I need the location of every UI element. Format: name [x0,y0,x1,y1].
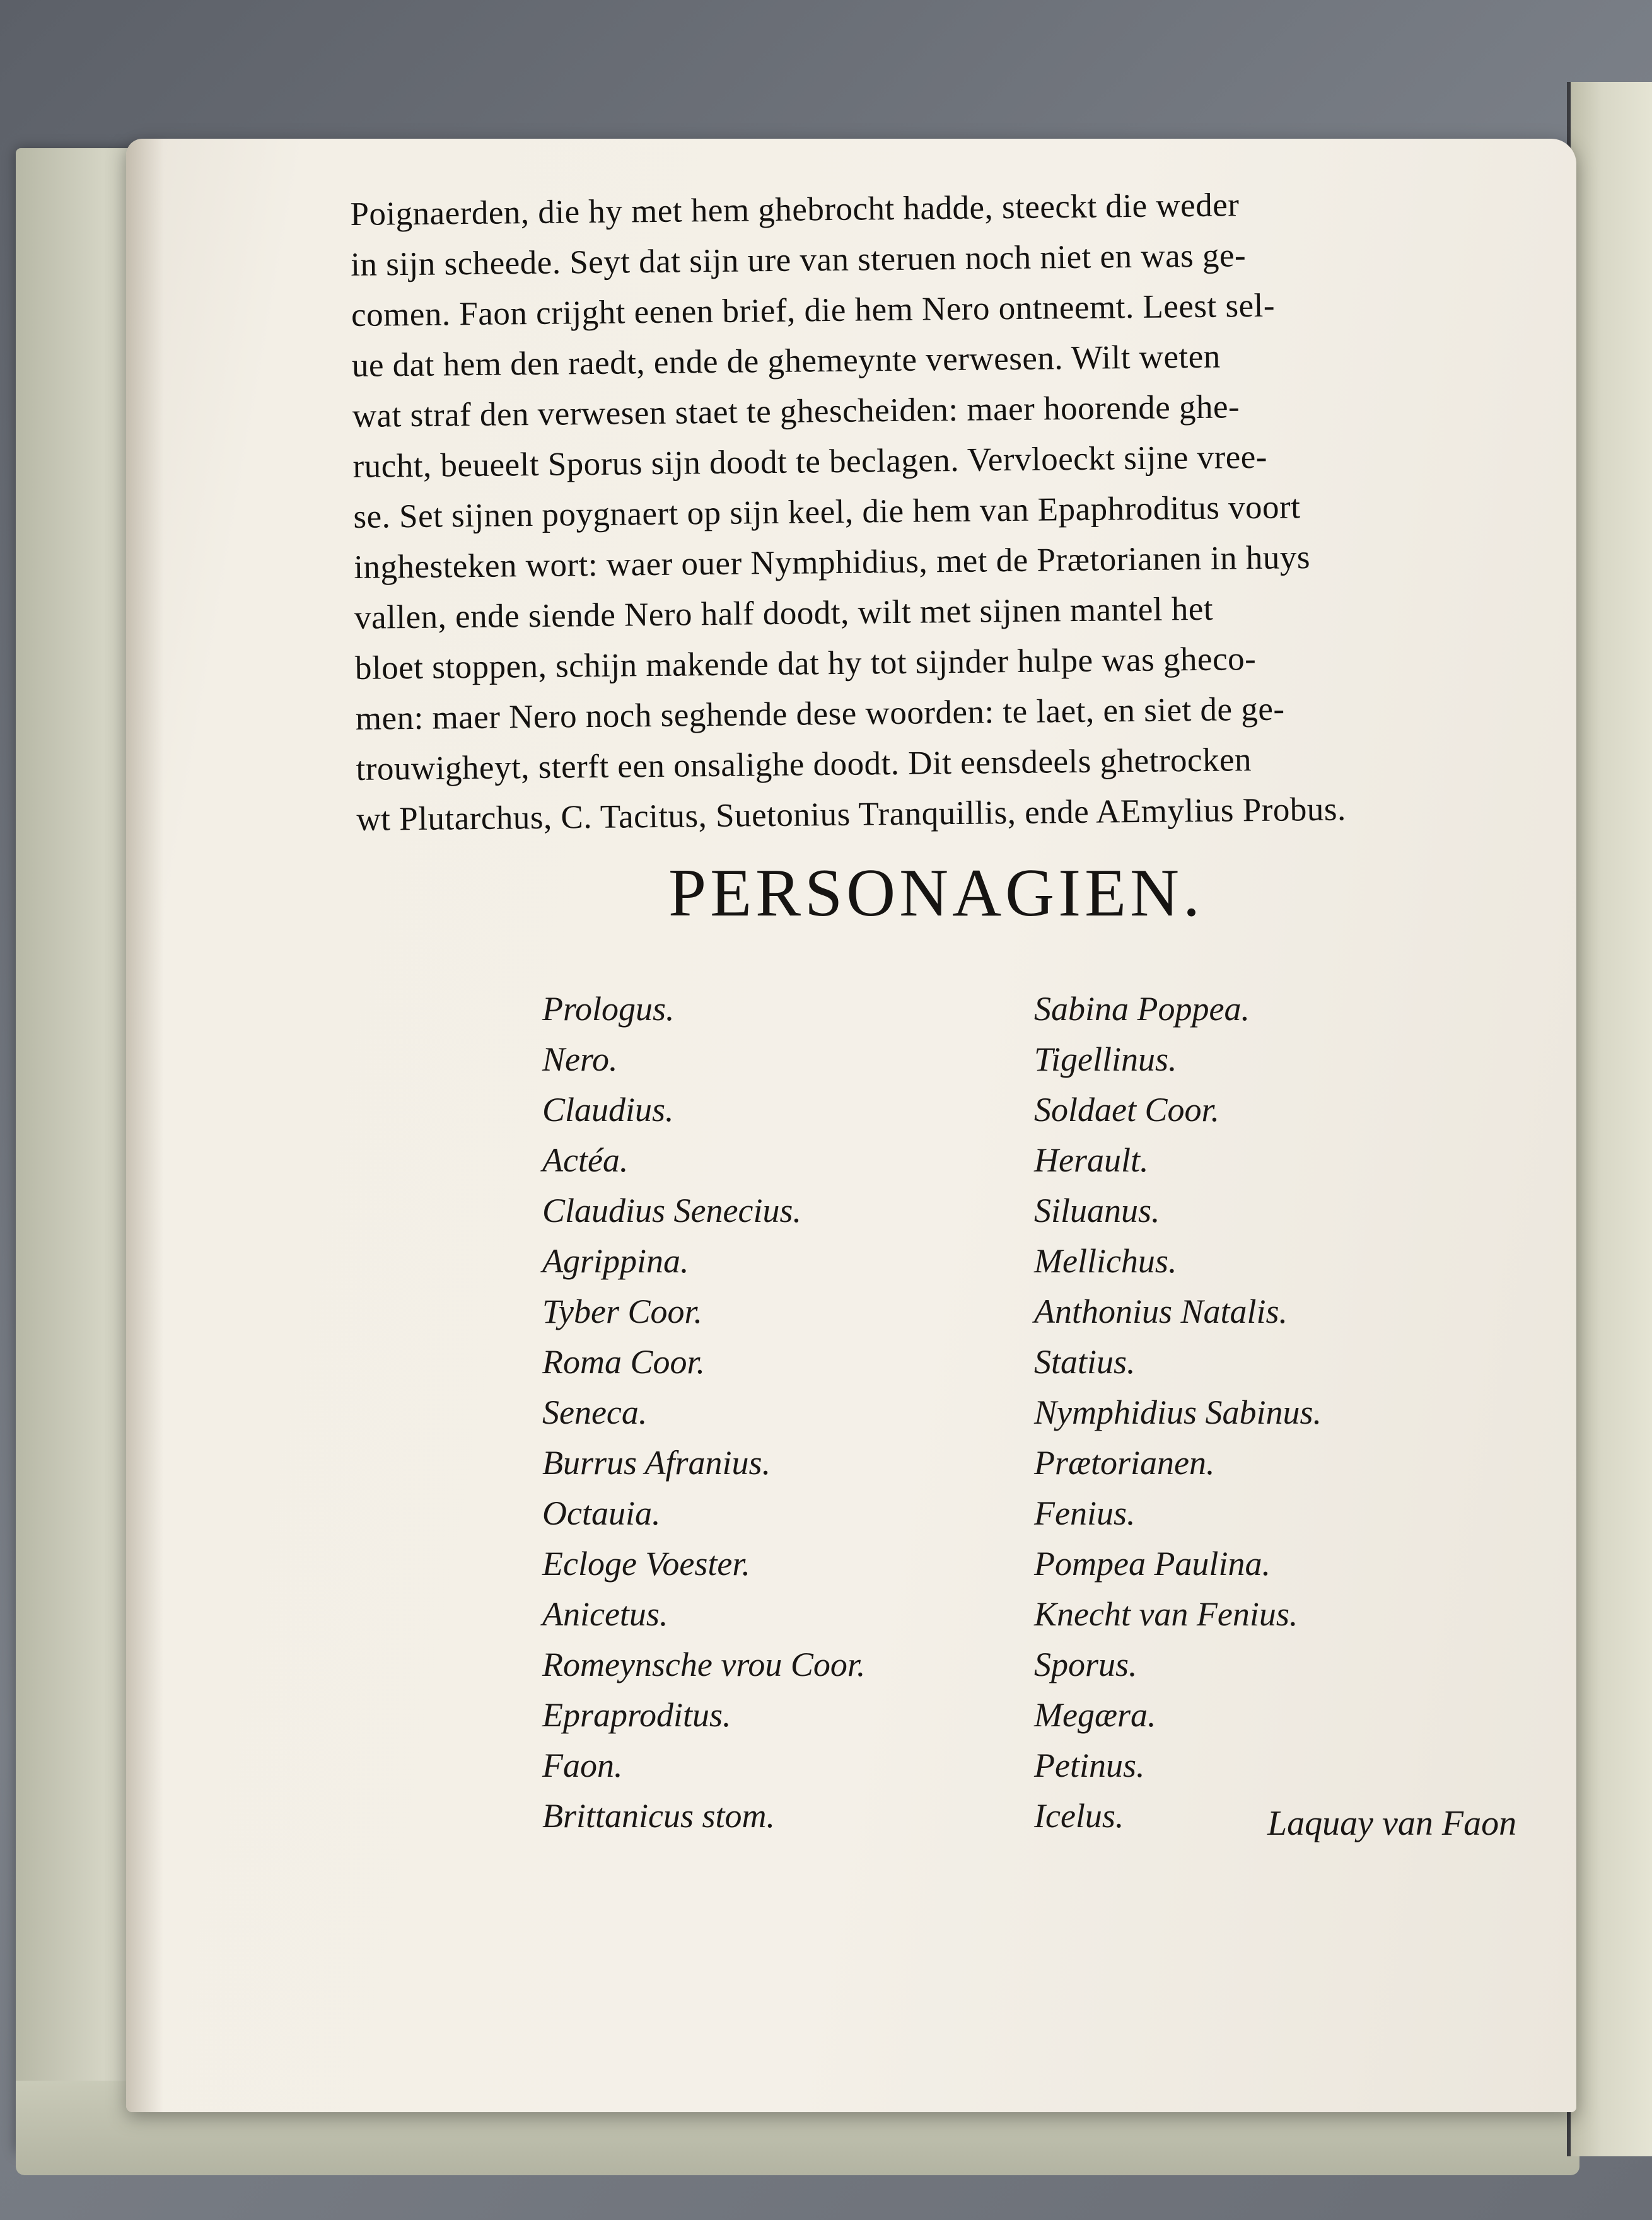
character-list-left [542,984,865,1841]
body-line: wt Plutarchus, C. Tacitus, Suetonius Tranquillis, ende AEmylius Probus. [356,791,1347,838]
body-line: comen. Faon crijght eenen brief, die hem Nero ontneemt. Leest sel- [351,287,1276,334]
page-gutter-shadow [126,139,164,2112]
character-name: Brittanicus stom. [542,1797,776,1835]
body-line: trouwigheyt, sterft een onsalighe doodt. Dit eensdeels ghetrocken [356,741,1252,787]
page-heading: PERSONAGIEN. [668,856,1204,931]
character-name: Roma Coor. [542,1343,706,1381]
character-name: Burrus Afranius. [542,1444,771,1482]
character-name: Megæra. [1034,1696,1156,1734]
facing-page-edge [1567,82,1652,2156]
character-name: Nymphidius Sabinus. [1034,1393,1322,1431]
character-name: Anthonius Natalis. [1034,1293,1288,1330]
character-name: Fenius. [1034,1494,1136,1532]
character-name: Pompea Paulina. [1034,1545,1271,1583]
character-name: Anicetus. [542,1595,668,1633]
body-line: inghesteken wort: waer ouer Nymphidius, met de Prætorianen in huys [353,539,1311,586]
character-name: Sporus. [1034,1646,1137,1683]
body-line: in sijn scheede. Seyt dat sijn ure van steruen noch niet en was ge- [350,237,1247,283]
character-name: Prologus. [542,990,675,1028]
character-name: Tigellinus. [1034,1040,1177,1078]
character-name: Octauia. [542,1494,661,1532]
character-name: Faon. [542,1746,623,1784]
character-name: Herault. [1034,1141,1149,1179]
character-name: Actéa. [542,1141,629,1179]
body-paragraph [350,177,1561,845]
character-name: Nero. [542,1040,618,1078]
character-name: Claudius. [542,1091,674,1129]
character-name-extra: Laquay van Faon [1267,1804,1517,1843]
character-name: Icelus. [1034,1797,1124,1835]
character-name: Tyber Coor. [542,1293,703,1330]
body-line: vallen, ende siende Nero half doodt, wilt met sijnen mantel het [354,590,1214,636]
body-line: bloet stoppen, schijn makende dat hy tot sijnder hulpe was gheco- [354,640,1257,687]
body-line: men: maer Nero noch seghende dese woorden: te laet, en siet de ge- [355,690,1285,737]
body-line: ue dat hem den raedt, ende de ghemeynte verwesen. Wilt weten [351,338,1221,384]
character-name: Knecht van Fenius. [1034,1595,1298,1633]
character-name: Seneca. [542,1393,648,1431]
character-name: Statius. [1034,1343,1136,1381]
character-name: Ecloge Voester. [542,1545,750,1583]
body-line: rucht, beueelt Sporus sijn doodt te beclagen. Vervloeckt sijne vree- [352,438,1268,485]
character-name: Prætorianen. [1034,1444,1215,1482]
character-name: Siluanus. [1034,1192,1160,1229]
character-name: Sabina Poppea. [1034,990,1250,1028]
character-name: Petinus. [1034,1746,1145,1784]
character-name: Claudius Senecius. [542,1192,801,1229]
character-name: Epraproditus. [542,1696,731,1734]
character-name: Mellichus. [1034,1242,1177,1280]
character-name: Romeynsche vrou Coor. [542,1646,866,1683]
character-name: Agrippina. [542,1242,689,1280]
character-list-right [1034,984,1322,1841]
character-name: Soldaet Coor. [1034,1091,1220,1129]
body-line: wat straf den verwesen staet te ghescheiden: maer hoorende ghe- [352,388,1240,434]
body-line: se. Set sijnen poygnaert op sijn keel, die hem van Epaphroditus voort [353,489,1301,535]
body-line: Poignaerden, die hy met hem ghebrocht hadde, steeckt die weder [350,187,1240,233]
